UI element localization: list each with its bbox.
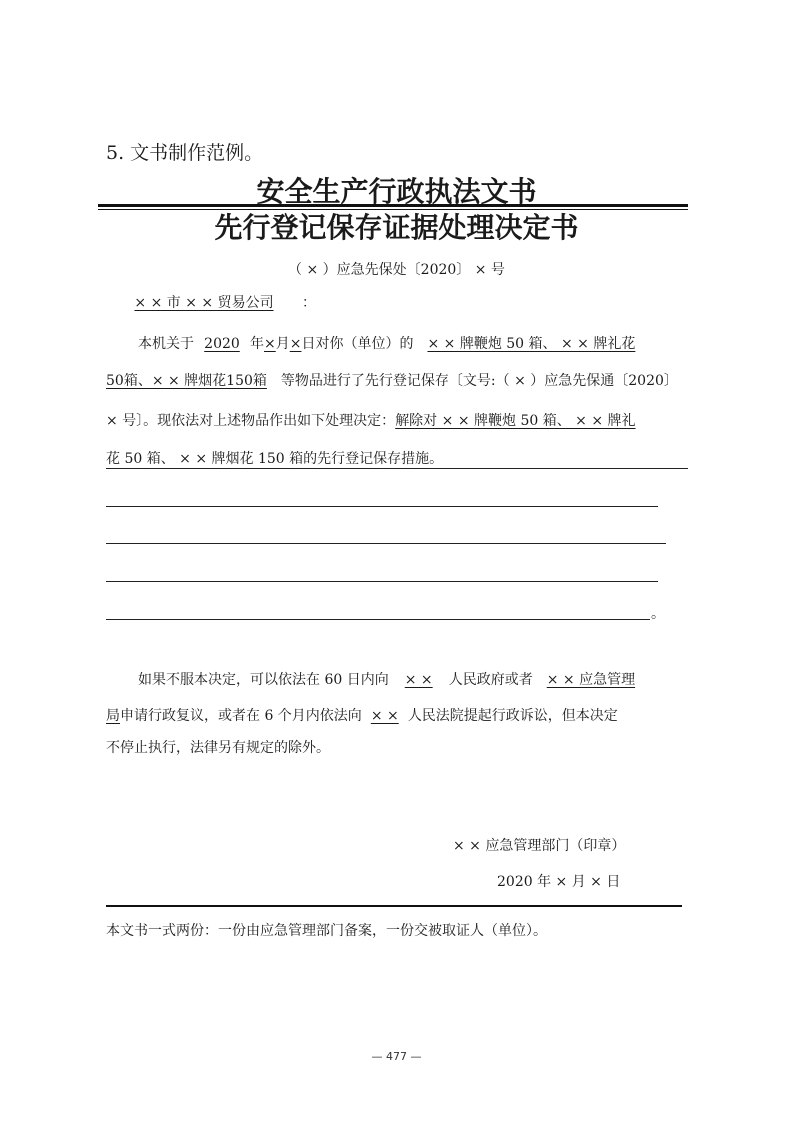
page-number: — 477 —: [371, 1050, 422, 1063]
filled-year: 2020: [204, 336, 240, 352]
fill-line: [106, 506, 658, 507]
filled-court: × ×: [370, 708, 399, 724]
body-text: 年: [250, 336, 264, 352]
document-title-line1: 安全生产行政执法文书: [256, 175, 537, 208]
recipient-line: [106, 292, 316, 312]
body-text: 本机关于: [138, 336, 194, 352]
fill-line: [106, 468, 688, 469]
body-text: 等物品进行了先行登记保存〔文号:（ × ）应急先保通〔2020〕: [280, 373, 678, 389]
filled-bureau-cont: 局: [106, 708, 120, 724]
filled-government: × ×: [404, 672, 433, 688]
end-mark: 。: [651, 606, 665, 622]
filled-month: ×: [264, 336, 276, 352]
body-text: 日对你（单位）的: [301, 336, 414, 352]
footer-rule: [106, 905, 682, 907]
body-line-1: [138, 333, 635, 353]
fill-line: [106, 619, 650, 620]
signature-date: 2020 年 × 月 × 日: [497, 874, 621, 890]
filled-day: ×: [289, 336, 302, 352]
body-text: × 号〕。现依法对上述物品作出如下处理决定：: [106, 413, 396, 429]
document-title-line2: 先行登记保存证据处理决定书: [214, 211, 579, 244]
appeal-line-1: [138, 669, 635, 689]
body-line-3: [106, 410, 636, 430]
fill-line: [106, 543, 666, 544]
appeal-text: 申请行政复议，或者在 6 个月内依法向: [120, 708, 362, 724]
recipient-colon: ：: [302, 295, 316, 311]
filled-bureau: × × 应急管理: [546, 672, 636, 688]
section-heading: 5. 文书制作范例。: [106, 142, 264, 164]
appeal-text: 人民政府或者: [448, 672, 533, 688]
filled-items: × × 牌鞭炮 50 箱、 × × 牌礼花: [427, 336, 636, 352]
appeal-text: 人民法院提起行政诉讼，但本决定: [407, 708, 618, 724]
recipient-name: × × 市 × × 贸易公司: [134, 295, 274, 311]
body-line-4: [106, 448, 443, 468]
signature-org: × × 应急管理部门（印章）: [453, 838, 626, 854]
filled-items-cont: 50箱、× × 牌烟花150箱: [106, 373, 267, 389]
appeal-line-3: 不停止执行，法律另有规定的除外。: [106, 740, 330, 756]
appeal-line-2: [106, 705, 618, 725]
fill-line: [106, 581, 658, 582]
body-line-2: [106, 370, 678, 390]
filled-decision: 解除对 × × 牌鞭炮 50 箱、 × × 牌礼: [395, 413, 636, 429]
filled-decision-cont: 花 50 箱、 × × 牌烟花 150 箱的先行登记保存措施。: [106, 451, 444, 467]
document-number: （ × ）应急先保处〔2020〕 × 号: [288, 262, 505, 278]
appeal-text: 如果不服本决定，可以依法在 60 日内向: [138, 672, 389, 688]
body-text: 月: [275, 336, 290, 352]
footer-note: 本文书一式两份：一份由应急管理部门备案，一份交被取证人（单位）。: [106, 923, 547, 939]
